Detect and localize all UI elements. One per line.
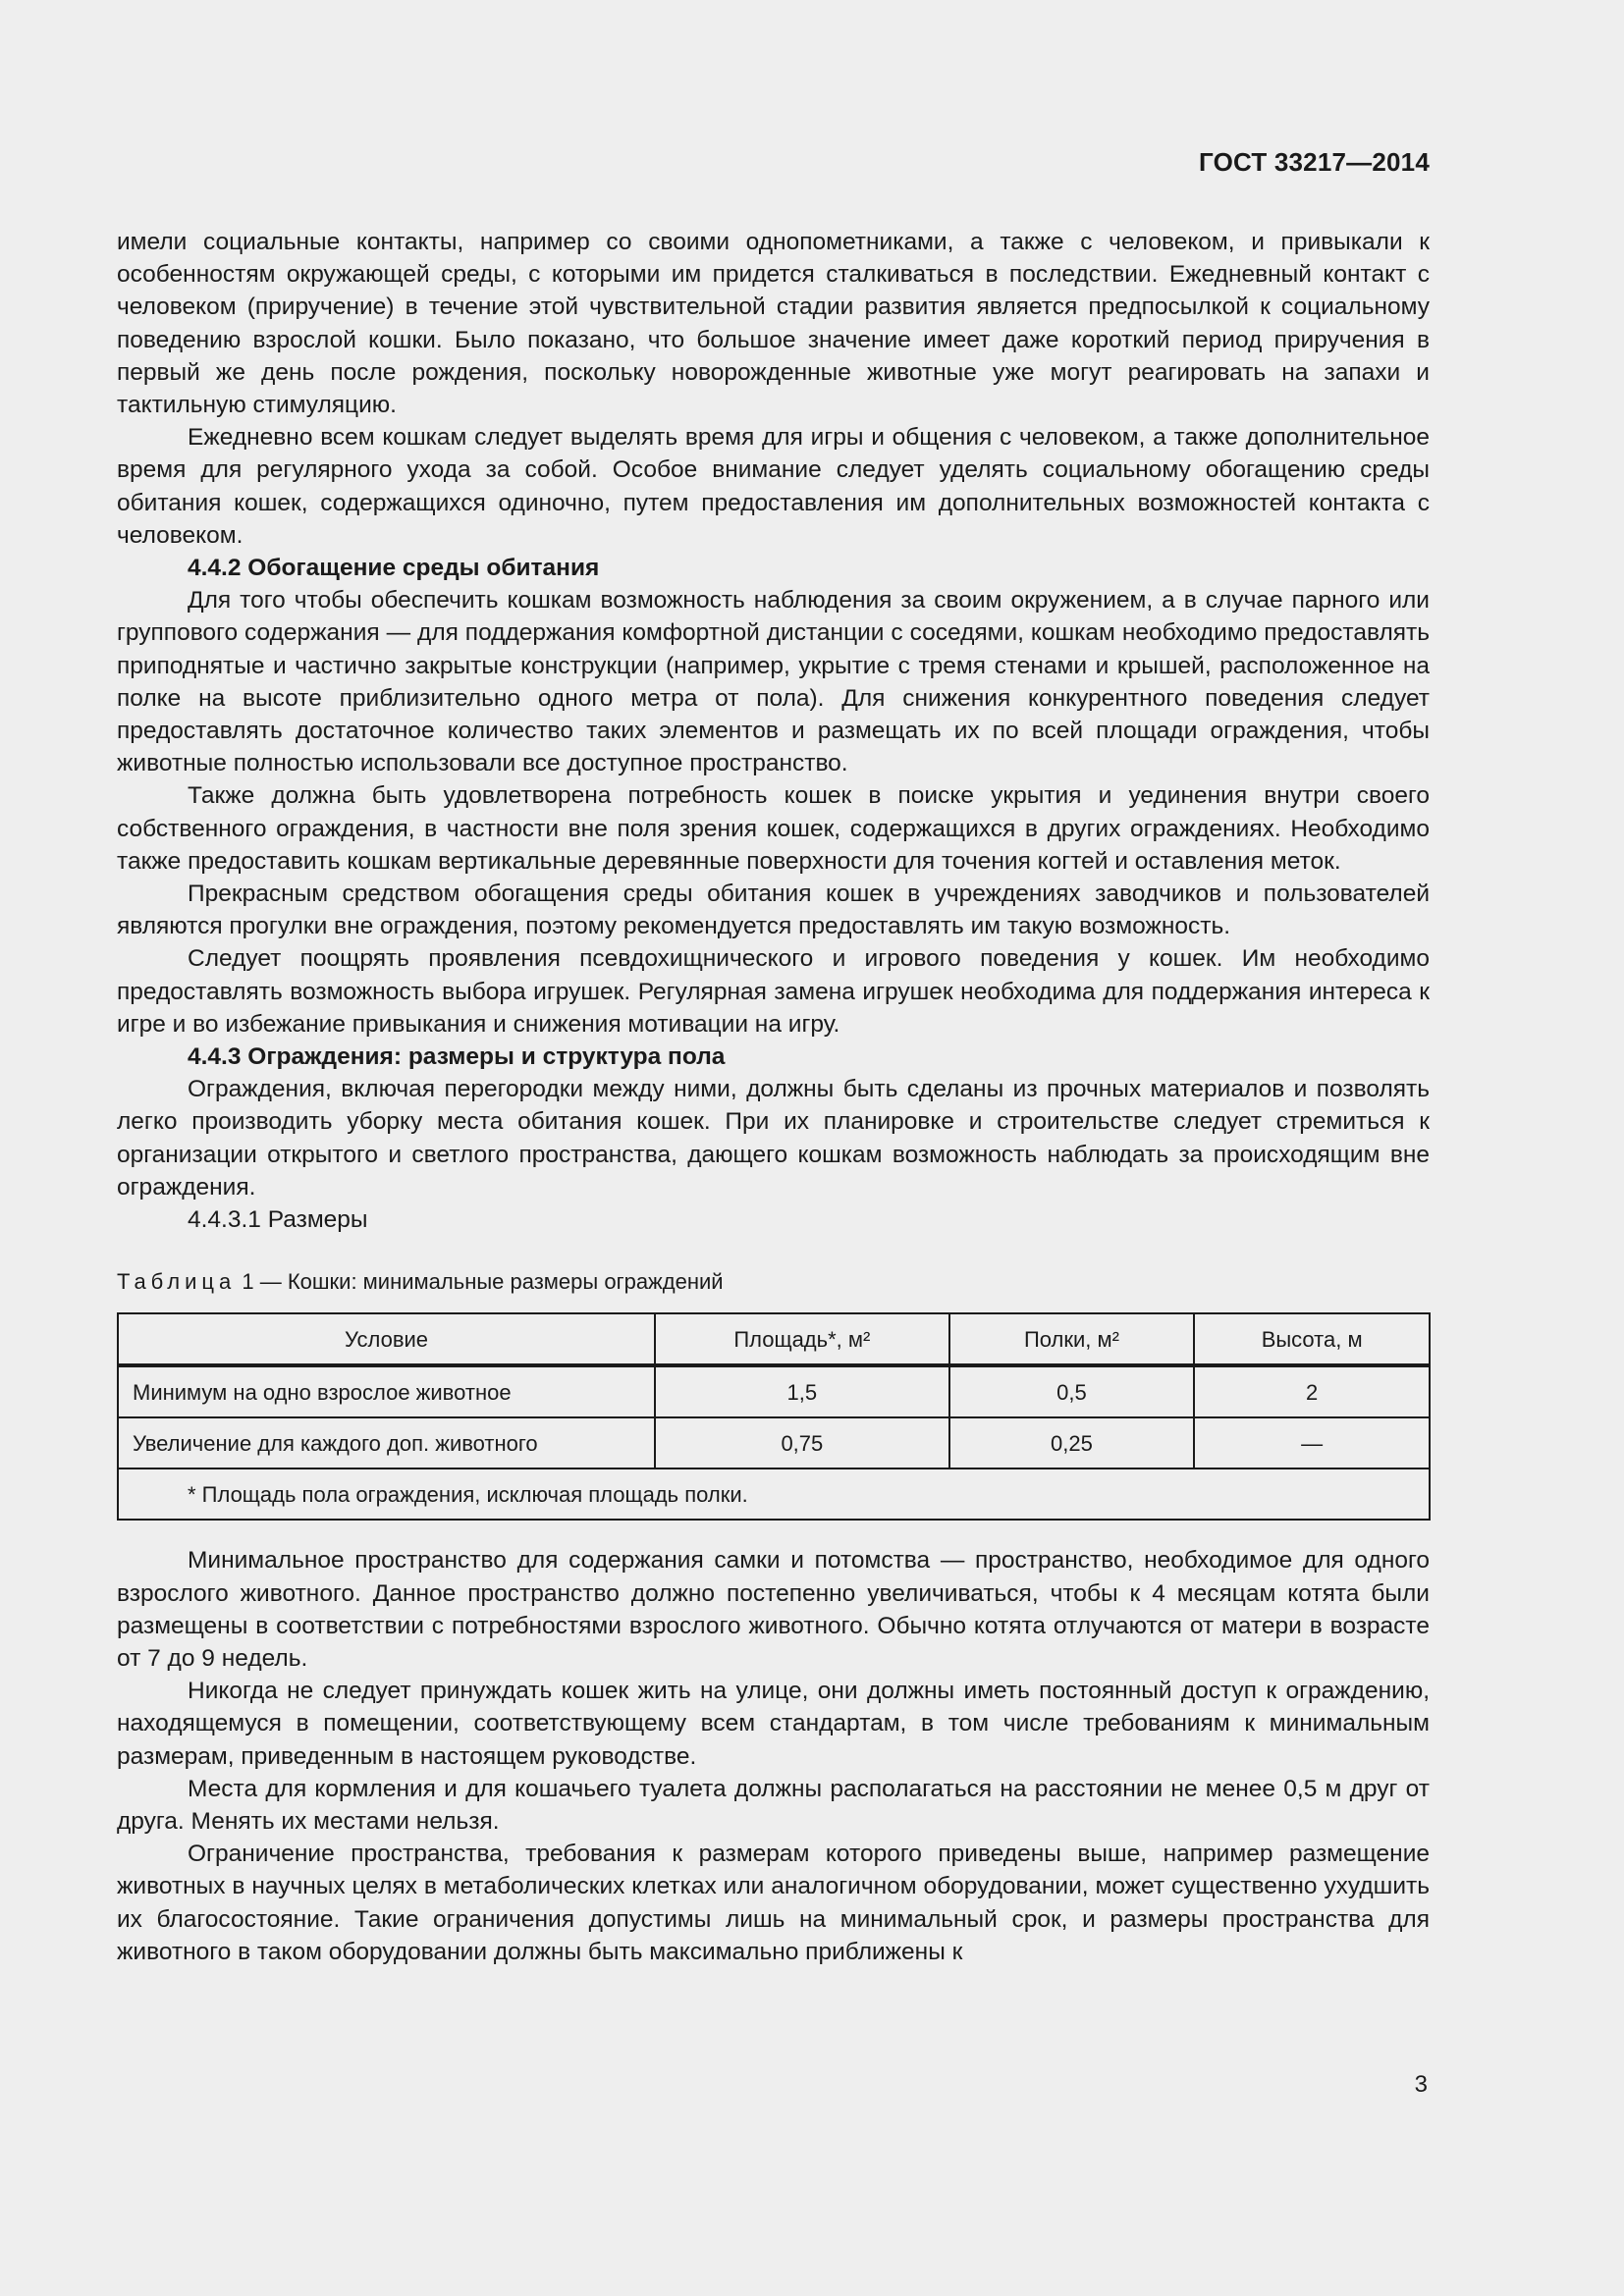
section-heading: 4.4.2 Обогащение среды обитания (188, 555, 600, 582)
page-content (117, 226, 1430, 1968)
paragraph: Для того чтобы обеспечить кошкам возможность наблюдения за своим окружением, а в случае парного или группового содержания — для поддержания комфортной дистанции с соседями, кошкам необходимо предоставлять приподнятые и частично закрытые конструкции (например, укрытие с тремя стенами и крышей, расположенное на полке на высоте приблизительно одного метра от пола). Для снижения конкурентного поведения следует предоставлять достаточное количество таких элементов и размещать их по всей площади ограждения, чтобы животные полностью использовали все доступное пространство. (117, 587, 1430, 777)
paragraph: Ограничение пространства, требования к размерам которого приведены выше, например размещение животных в научных целях в метаболических клетках или аналогичном оборудовании, может существенно ухудшить их благосостояние. Такие ограничения допустимы лишь на минимальный срок, и размеры пространства для животного в таком оборудовании должны быть максимально приближены к (117, 1841, 1430, 1965)
table-header-cell: Высота, м (1194, 1313, 1430, 1365)
table-row (118, 1417, 1430, 1468)
table-caption (117, 1269, 1430, 1295)
table-caption-label: Таблица (117, 1269, 237, 1295)
table-header-cell: Площадь*, м² (655, 1313, 949, 1365)
table-caption-text: 1 — Кошки: минимальные размеры ограждений (236, 1269, 724, 1295)
table-cell: Увеличение для каждого доп. животного (118, 1417, 655, 1468)
paragraph: Места для кормления и для кошачьего туалета должны располагаться на расстоянии не менее 0,5 м друг от друга. Менять их местами нельзя. (117, 1775, 1430, 1835)
table-cell: 0,75 (655, 1417, 949, 1468)
table-cell: — (1194, 1417, 1430, 1468)
table-footnote-row (118, 1468, 1430, 1520)
table-footnote: * Площадь пола ограждения, исключая площадь полки. (118, 1468, 1430, 1520)
paragraph: Прекрасным средством обогащения среды обитания кошек в учреждениях заводчиков и пользователей являются прогулки вне ограждения, поэтому рекомендуется предоставлять им такую возможность. (117, 881, 1430, 940)
paragraph: Ограждения, включая перегородки между ними, должны быть сделаны из прочных материалов и позволять легко производить уборку места обитания кошек. При их планировке и строительстве следует стремиться к организации открытого и светлого пространства, дающего кошкам возможность наблюдать за происходящим вне ограждения. (117, 1076, 1430, 1201)
table-header-row (118, 1313, 1430, 1365)
section-heading: 4.4.3 Ограждения: размеры и структура пола (188, 1043, 726, 1071)
subsection-heading: 4.4.3.1 Размеры (188, 1206, 368, 1234)
page-number: 3 (1414, 2071, 1428, 2098)
table-header-cell: Полки, м² (949, 1313, 1195, 1365)
table-cell: Минимум на одно взрослое животное (118, 1365, 655, 1417)
paragraph: имели социальные контакты, например со своими однопометниками, а также с человеком, и привыкали к особенностям окружающей среды, с которыми им придется сталкиваться в последствии. Ежедневный контакт с человеком (приручение) в течение этой чувствительной стадии развития является предпосылкой к социальному поведению взрослой кошки. Было показано, что большое значение имеет даже короткий период приручения в первый же день после рождения, поскольку новорожденные животные уже могут реагировать на запахи и тактильную стимуляцию. (117, 229, 1430, 419)
paragraph: Ежедневно всем кошкам следует выделять время для игры и общения с человеком, а также дополнительное время для регулярного ухода за собой. Особое внимание следует уделять социальному обогащению среды обитания кошек, содержащихся одиночно, путем предоставления им дополнительных возможностей контакта с человеком. (117, 424, 1430, 549)
document-header: ГОСТ 33217—2014 (1199, 147, 1430, 177)
paragraph: Также должна быть удовлетворена потребность кошек в поиске укрытия и уединения внутри своего собственного ограждения, в частности вне поля зрения кошек, содержащихся в других ограждениях. Необходимо также предоставить кошкам вертикальные деревянные поверхности для точения когтей и оставления меток. (117, 782, 1430, 875)
paragraph: Следует поощрять проявления псевдохищнического и игрового поведения у кошек. Им необходимо предоставлять возможность выбора игрушек. Регулярная замена игрушек необходима для поддержания интереса к игре и во избежание привыкания и снижения мотивации на игру. (117, 945, 1430, 1038)
table-cell: 0,5 (949, 1365, 1195, 1417)
table-cell: 1,5 (655, 1365, 949, 1417)
enclosure-size-table (117, 1312, 1431, 1521)
table-header-cell: Условие (118, 1313, 655, 1365)
table-cell: 0,25 (949, 1417, 1195, 1468)
table-row (118, 1365, 1430, 1417)
paragraph: Никогда не следует принуждать кошек жить на улице, они должны иметь постоянный доступ к ограждению, находящемуся в помещении, соответствующему всем стандартам, в том числе требованиям к минимальным размерам, приведенным в настоящем руководстве. (117, 1678, 1430, 1770)
table-cell: 2 (1194, 1365, 1430, 1417)
paragraph: Минимальное пространство для содержания самки и потомства — пространство, необходимое для одного взрослого животного. Данное пространство должно постепенно увеличиваться, чтобы к 4 месяцам котята были размещены в соответствии с потребностями взрослого животного. Обычно котята отлучаются от матери в возрасте от 7 до 9 недель. (117, 1547, 1430, 1672)
